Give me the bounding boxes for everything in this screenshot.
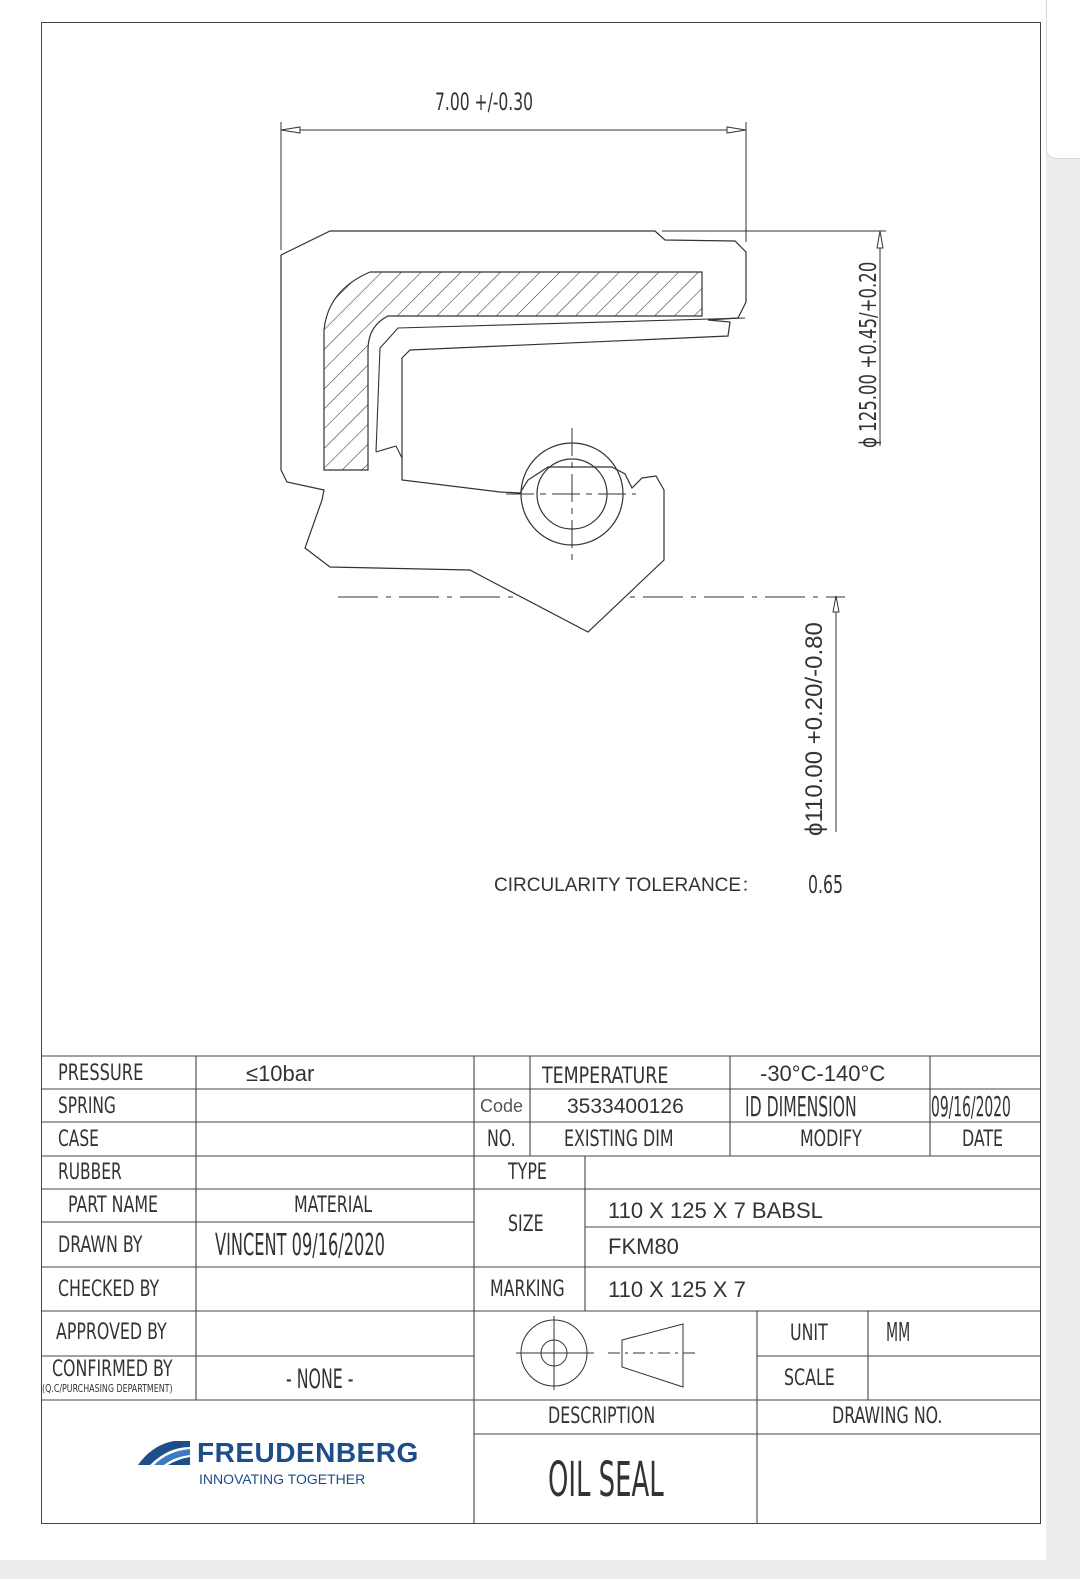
- size-label: SIZE: [508, 1212, 544, 1237]
- code-value: 3533400126: [567, 1095, 684, 1118]
- freudenberg-logo-icon: [138, 1441, 190, 1465]
- size-value: 110 X 125 X 7 BABSL: [608, 1198, 823, 1223]
- material-label: MATERIAL: [294, 1193, 373, 1218]
- material-value: FKM80: [608, 1234, 679, 1259]
- code-label: Code: [480, 1096, 524, 1116]
- rubber-label: RUBBER: [58, 1160, 122, 1185]
- drawn-by-value: VINCENT 09/16/2020: [215, 1228, 385, 1263]
- spring-label: SPRING: [58, 1094, 116, 1119]
- case-label: CASE: [58, 1127, 99, 1152]
- pressure-value: ≤10bar: [246, 1061, 315, 1086]
- date-label: DATE: [962, 1127, 1004, 1152]
- existing-dim-label: EXISTING DIM: [564, 1127, 674, 1152]
- temperature-value: -30°C-140°C: [760, 1061, 886, 1086]
- dimension-outer-diameter-label: ϕ 125.00 +0.45/+0.20: [856, 261, 882, 448]
- id-dimension-label: ID DIMENSION: [745, 1090, 857, 1123]
- temperature-label: TEMPERATURE: [542, 1064, 669, 1089]
- freudenberg-logo-name: FREUDENBERG: [197, 1437, 419, 1468]
- part-name-label: PART NAME: [68, 1193, 159, 1218]
- projection-symbol: [516, 1316, 698, 1390]
- unit-value: MM: [886, 1318, 911, 1348]
- dimension-width-label: 7.00 +/-0.30: [435, 88, 534, 116]
- marking-label: MARKING: [490, 1277, 565, 1302]
- type-label: TYPE: [508, 1160, 547, 1185]
- id-dimension-date: 09/16/2020: [931, 1090, 1011, 1123]
- unit-label: UNIT: [790, 1321, 828, 1346]
- freudenberg-logo-tagline: INNOVATING TOGETHER: [199, 1471, 366, 1487]
- marking-value: 110 X 125 X 7: [608, 1277, 746, 1302]
- confirmed-by-label: CONFIRMED BY: [52, 1357, 173, 1382]
- checked-by-label: CHECKED BY: [58, 1277, 160, 1302]
- description-value: OIL SEAL: [548, 1452, 664, 1508]
- approved-by-label: APPROVED BY: [56, 1320, 167, 1345]
- drawn-by-label: DRAWN BY: [58, 1233, 143, 1258]
- circularity-value: 0.65: [808, 870, 844, 899]
- dimension-inner-diameter: [833, 596, 839, 832]
- modify-label: MODIFY: [800, 1127, 862, 1152]
- dimension-inner-diameter-label: ϕ110.00 +0.20/-0.80: [801, 622, 828, 836]
- pressure-label: PRESSURE: [58, 1061, 144, 1086]
- drawing-no-label: DRAWING NO.: [832, 1404, 943, 1429]
- no-label: NO.: [487, 1127, 516, 1152]
- confirmed-by-value: - NONE -: [286, 1364, 354, 1395]
- description-label: DESCRIPTION: [548, 1404, 656, 1429]
- circularity-label: CIRCULARITY TOLERANCE：: [494, 875, 761, 896]
- confirmed-by-sub: (Q.C/PURCHASING DEPARTMENT): [42, 1382, 173, 1395]
- scale-label: SCALE: [784, 1366, 835, 1391]
